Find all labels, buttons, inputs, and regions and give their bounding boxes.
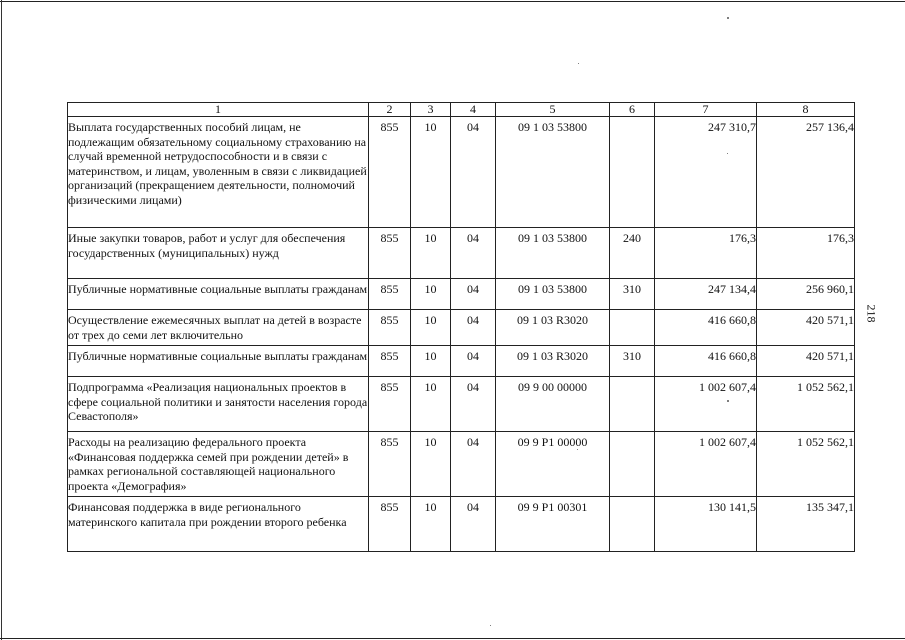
cell-amount-2025: 420 571,1 [757,346,855,377]
column-header: 2 [369,103,411,117]
cell-target-article: 09 1 03 R3020 [496,346,610,377]
cell-amount-2025: 1 052 562,1 [757,377,855,432]
cell-section: 10 [411,497,451,552]
cell-subsection: 04 [451,117,496,228]
cell-ministry: 855 [369,310,411,346]
page-top-border [0,1,905,2]
cell-section: 10 [411,377,451,432]
cell-expense-type [610,497,655,552]
column-header: 4 [451,103,496,117]
cell-ministry: 855 [369,346,411,377]
scan-speck [490,625,491,626]
cell-name: Иные закупки товаров, работ и услуг для обеспечения государственных (муниципальных) нужд [68,228,369,279]
table-row [68,279,855,310]
cell-ministry: 855 [369,377,411,432]
cell-amount-2025: 135 347,1 [757,497,855,552]
cell-ministry: 855 [369,432,411,497]
cell-subsection: 04 [451,228,496,279]
budget-table [67,102,855,552]
cell-subsection: 04 [451,432,496,497]
table-row [68,117,855,228]
cell-ministry: 855 [369,117,411,228]
page-bottom-border [0,638,905,639]
cell-section: 10 [411,117,451,228]
cell-amount-2024: 1 002 607,4 [655,432,757,497]
table-row [68,228,855,279]
table-row [68,310,855,346]
cell-expense-type [610,310,655,346]
column-header: 7 [655,103,757,117]
cell-amount-2024: 1 002 607,4 [655,377,757,432]
cell-amount-2024: 247 134,4 [655,279,757,310]
cell-name: Подпрограмма «Реализация национальных проектов в сфере социальной политики и занятости населения города Севастополя» [68,377,369,432]
column-header: 3 [411,103,451,117]
cell-subsection: 04 [451,346,496,377]
cell-section: 10 [411,346,451,377]
cell-amount-2024: 130 141,5 [655,497,757,552]
cell-ministry: 855 [369,497,411,552]
cell-amount-2024: 416 660,8 [655,346,757,377]
cell-ministry: 855 [369,279,411,310]
cell-section: 10 [411,310,451,346]
column-header: 5 [496,103,610,117]
cell-target-article: 09 9 P1 00301 [496,497,610,552]
cell-name: Выплата государственных пособий лицам, не подлежащим обязательному социальному страхованию на случай временной нетрудоспособности и в связи с материнством, и лицам, уволенным в связи с ликвидацией организаций (прекращением деятельности, полномочий физическими лицами) [68,117,369,228]
cell-target-article: 09 9 00 00000 [496,377,610,432]
cell-section: 10 [411,279,451,310]
cell-subsection: 04 [451,377,496,432]
cell-name: Публичные нормативные социальные выплаты гражданам [68,279,369,310]
cell-amount-2025: 176,3 [757,228,855,279]
cell-target-article: 09 1 03 53800 [496,117,610,228]
scan-speck [727,17,729,19]
page-number: 218 [864,304,879,323]
cell-amount-2025: 256 960,1 [757,279,855,310]
column-header-row [68,103,855,117]
column-header: 8 [757,103,855,117]
column-header: 6 [610,103,655,117]
cell-amount-2025: 257 136,4 [757,117,855,228]
cell-amount-2024: 247 310,7 [655,117,757,228]
page-left-border [1,0,2,640]
cell-subsection: 04 [451,497,496,552]
cell-expense-type [610,432,655,497]
cell-expense-type: 240 [610,228,655,279]
cell-amount-2024: 416 660,8 [655,310,757,346]
cell-name: Осуществление ежемесячных выплат на детей в возрасте от трех до семи лет включительно [68,310,369,346]
cell-target-article: 09 9 P1 00000 [496,432,610,497]
cell-target-article: 09 1 03 53800 [496,279,610,310]
cell-subsection: 04 [451,310,496,346]
cell-amount-2025: 1 052 562,1 [757,432,855,497]
cell-ministry: 855 [369,228,411,279]
cell-expense-type: 310 [610,346,655,377]
cell-expense-type: 310 [610,279,655,310]
cell-amount-2024: 176,3 [655,228,757,279]
scan-speck [578,63,579,64]
cell-subsection: 04 [451,279,496,310]
table-row [68,432,855,497]
cell-target-article: 09 1 03 R3020 [496,310,610,346]
cell-name: Публичные нормативные социальные выплаты гражданам [68,346,369,377]
cell-expense-type [610,117,655,228]
cell-section: 10 [411,228,451,279]
table-row [68,497,855,552]
table-row [68,377,855,432]
column-header: 1 [68,103,369,117]
cell-name: Финансовая поддержка в виде регионального материнского капитала при рождении второго ребенка [68,497,369,552]
table-row [68,346,855,377]
cell-section: 10 [411,432,451,497]
cell-amount-2025: 420 571,1 [757,310,855,346]
cell-name: Расходы на реализацию федерального проекта «Финансовая поддержка семей при рождении детей» в рамках региональной составляющей национального проекта «Демография» [68,432,369,497]
cell-target-article: 09 1 03 53800 [496,228,610,279]
cell-expense-type [610,377,655,432]
